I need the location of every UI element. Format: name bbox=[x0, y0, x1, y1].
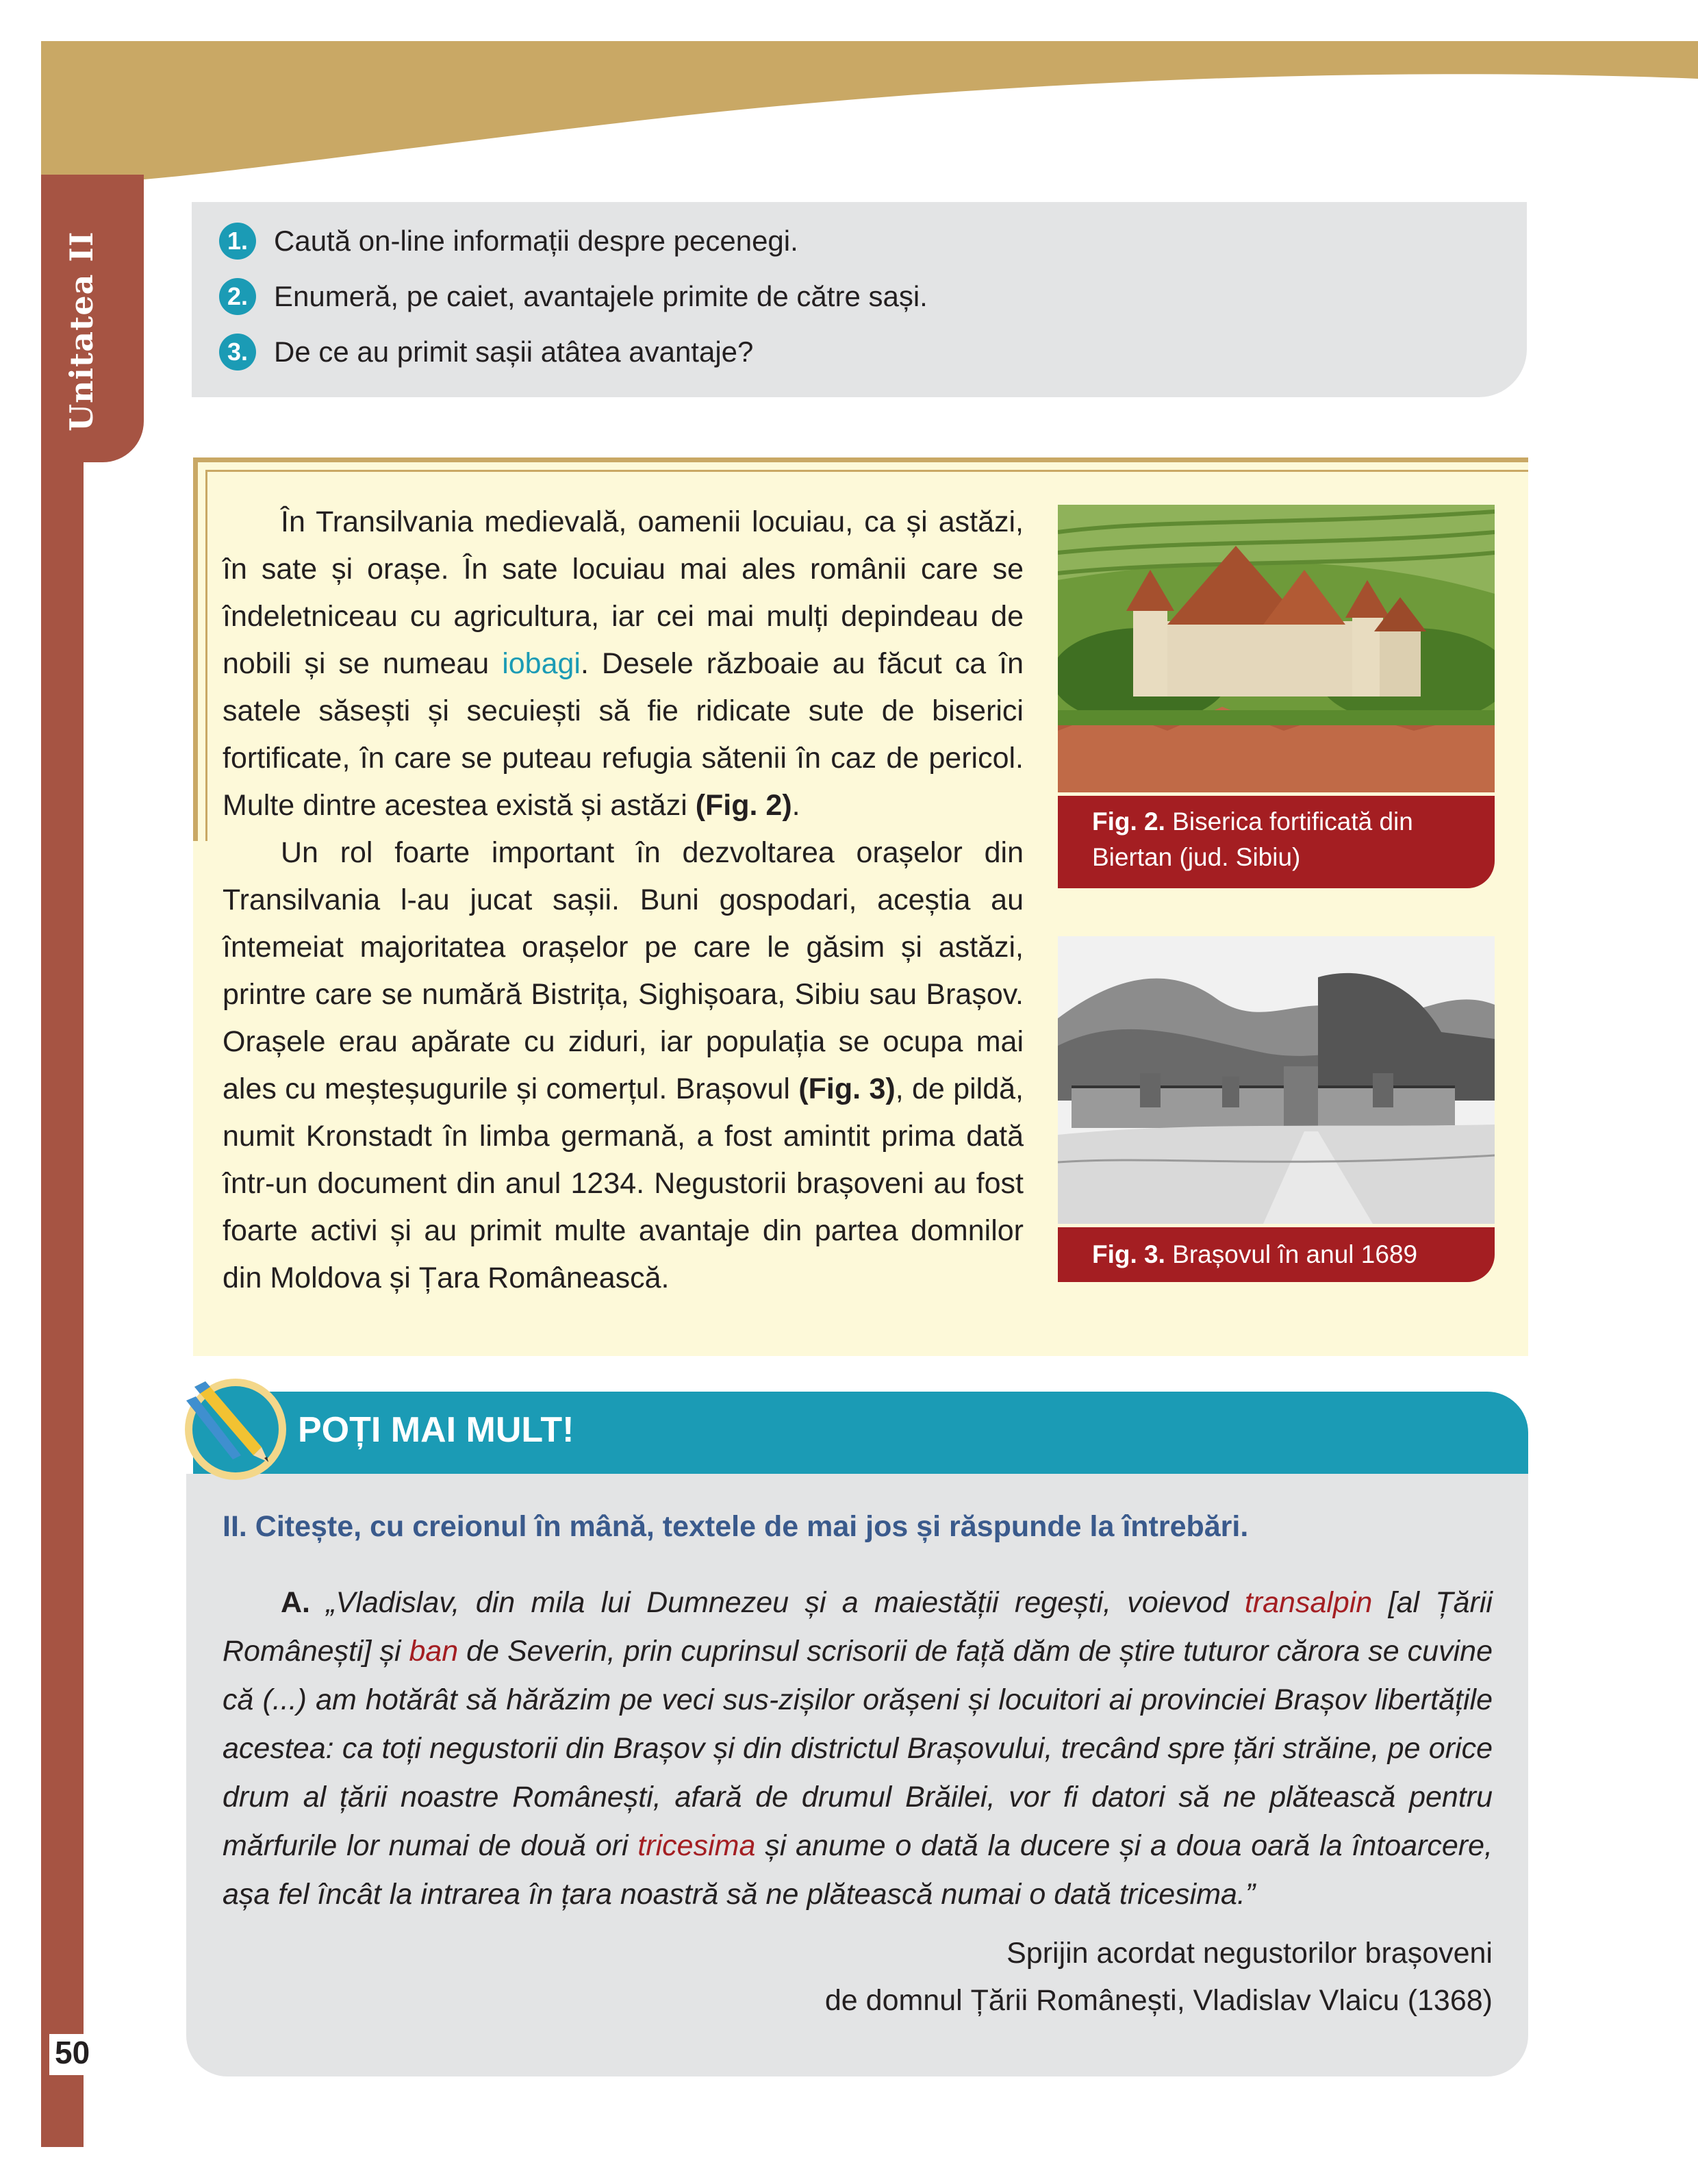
glossary-term-iobagi[interactable]: iobagi bbox=[502, 647, 581, 680]
fig2-caption-text: Biserica fortificată din Biertan (jud. Sibiu) bbox=[1092, 807, 1413, 871]
question-number: 3. bbox=[219, 334, 256, 371]
quote-source bbox=[685, 1930, 1493, 2024]
box-border-decoration bbox=[205, 470, 207, 841]
box-border-decoration bbox=[205, 470, 1528, 472]
box-border-decoration bbox=[193, 457, 198, 841]
pencil-icon bbox=[173, 1366, 289, 1483]
glossary-term-ban[interactable]: ban bbox=[409, 1635, 459, 1668]
fig2-label: Fig. 2. bbox=[1092, 807, 1165, 836]
quote-paragraph: A. „Vladislav, din mila lui Dumnezeu și a maiestății regești, voievod transalpin [al Țării Românești] și ban de Severin, prin cuprinsul scrisorii de față dăm de știre tuturor cărora se cuvine că (...) am hotărât să hărăzim pe veci sus-zișilor orășeni și locuitori ai provinciei Brașov libertățile acestea: ca toți negustorii din Brașov și din districtul Brașovului, trecând spre țări străine, pe orice drum al țării noastre Românești, afară de drumul Brăilei, vor fi datori să ne plătească pentru mărfurile lor numai de două ori tricesima și anume o dată la ducere și a doua oară la întoarcere, așa fel încât la intrarea în țara noastră să ne plătească numai o dată tricesima.” bbox=[223, 1586, 1493, 1911]
question-item bbox=[219, 331, 753, 373]
quote-label: A. bbox=[281, 1586, 310, 1619]
question-text: De ce au primit sașii atâtea avantaje? bbox=[274, 336, 754, 368]
figure-reference: (Fig. 3) bbox=[798, 1072, 896, 1105]
fig2-biertan-church-photo bbox=[1058, 505, 1495, 792]
question-number: 1. bbox=[219, 223, 256, 260]
fig3-caption bbox=[1058, 1227, 1495, 1282]
question-item bbox=[219, 276, 928, 317]
top-decorative-band bbox=[0, 0, 1698, 205]
fig3-caption-text: Brașovul în anul 1689 bbox=[1165, 1240, 1418, 1268]
glossary-term-transalpin[interactable]: transalpin bbox=[1244, 1586, 1373, 1619]
question-number: 2. bbox=[219, 278, 256, 315]
fig3-label: Fig. 3. bbox=[1092, 1240, 1165, 1268]
fig2-caption bbox=[1058, 796, 1495, 888]
lesson-text bbox=[223, 499, 1024, 1302]
page-number: 50 bbox=[49, 2034, 110, 2075]
exercise-task: II. Citește, cu creionul în mână, textele de mai jos și răspunde la întrebări. bbox=[223, 1510, 1249, 1543]
fig3-brasov-1689-engraving bbox=[1058, 936, 1495, 1224]
lesson-paragraph: În Transilvania medievală, oamenii locuiau, ca și astăzi, în sate și orașe. În sate locuiau mai ales românii care se îndeletniceau cu agricultura, iar cei mai mulți depindeau de nobili și se numeau iobagi. Desele războaie au făcut ca în satele săsești și secuiești să fie ridicate sute de biserici fortificate, în care se puteau refugia sătenii în caz de pericol. Multe dintre acestea există și astăzi (Fig. 2). bbox=[223, 505, 1024, 822]
question-text: Enumeră, pe caiet, avantajele primite de către sași. bbox=[274, 280, 928, 312]
glossary-term-tricesima[interactable]: tricesima bbox=[637, 1829, 756, 1862]
figure-reference: (Fig. 2) bbox=[695, 789, 792, 822]
source-line: de domnul Țării Românești, Vladislav Vlaicu (1368) bbox=[824, 1984, 1493, 2017]
question-text: Caută on-line informații despre pecenegi. bbox=[274, 225, 798, 257]
poti-mai-mult-title: POȚI MAI MULT! bbox=[298, 1410, 574, 1450]
box-border-decoration bbox=[193, 457, 1528, 462]
historical-source-quote bbox=[223, 1579, 1493, 1919]
question-item bbox=[219, 221, 798, 262]
unit-side-strip bbox=[41, 175, 84, 2147]
unit-label: Unitatea II bbox=[63, 231, 100, 431]
source-line: Sprijin acordat negustorilor brașoveni bbox=[1006, 1937, 1493, 1970]
lesson-paragraph: Un rol foarte important în dezvoltarea orașelor din Transilvania l-au jucat sașii. Buni gospodari, aceștia au întemeiat majoritatea orașelor pe care le găsim și astăzi, printre care se numără Bistrița, Sighișoara, Sibiu sau Brașov. Orașele erau apărate cu ziduri, iar populația se ocupa mai ales cu meșteșugurile și comerțul. Brașovul (Fig. 3), de pildă, numit Kronstadt în limba germană, a fost amintit prima dată într-un document din anul 1234. Negustorii brașoveni au fost foarte activi și au primit multe avantaje din partea domnilor din Moldova și Țara Românească. bbox=[223, 836, 1024, 1294]
